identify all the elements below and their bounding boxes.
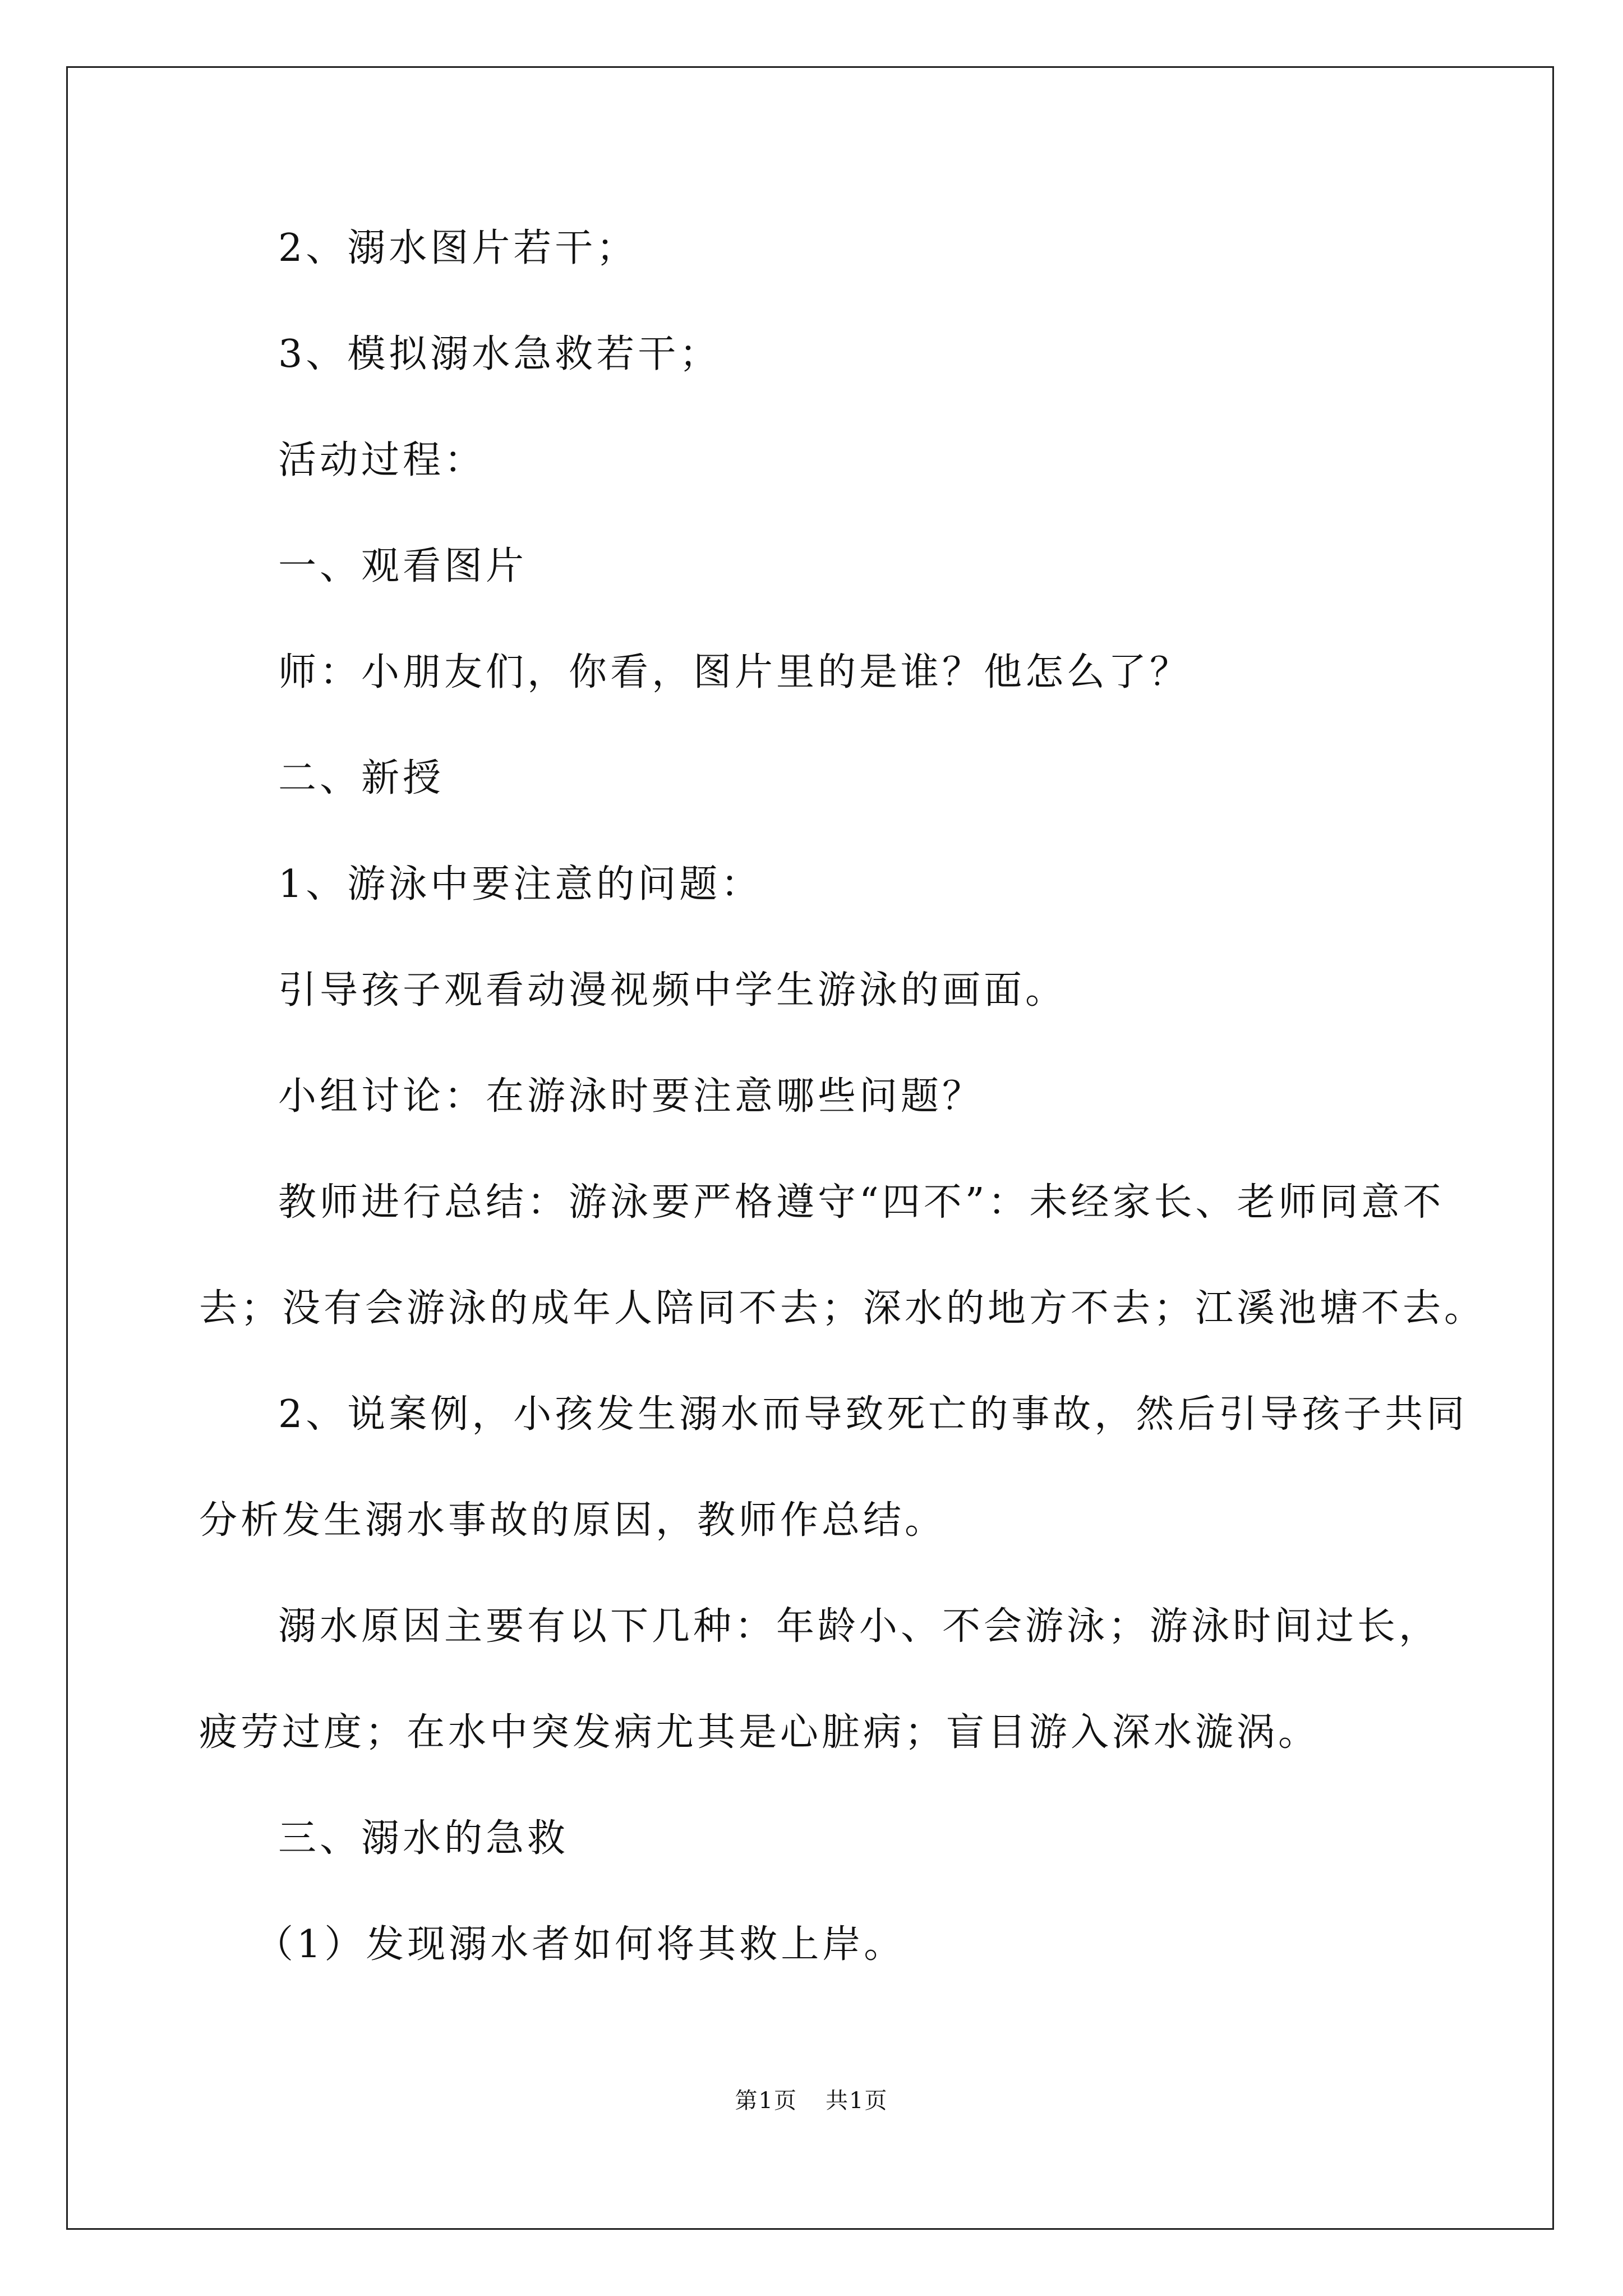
text-line: 师：小朋友们，你看，图片里的是谁？他怎么了？ [278,650,1192,694]
text-line: 2、说案例，小孩发生溺水而导致死亡的事故，然后引导孩子共同 [278,1392,1468,1437]
text-line: 2、溺水图片若干； [278,226,638,270]
text-line: 去；没有会游泳的成年人陪同不去；深水的地方不去；江溪池塘不去。 [199,1286,1486,1331]
section-heading: 二、新授 [278,756,445,800]
page-footer [0,2090,1623,2112]
section-heading: 三、溺水的急救 [278,1816,569,1861]
text-line: 教师进行总结：游泳要严格遵守“四不”：未经家长、老师同意不 [278,1180,1445,1225]
text-line: 溺水原因主要有以下几种：年龄小、不会游泳；游泳时间过长， [278,1604,1441,1649]
page-total: 共1页 [826,2088,888,2114]
text-line: 引导孩子观看动漫视频中学生游泳的画面。 [278,968,1067,1013]
page-frame [66,66,1554,2230]
text-line: 活动过程： [278,438,486,482]
text-line: 疲劳过度；在水中突发病尤其是心脏病；盲目游入深水漩涡。 [199,1710,1320,1755]
text-line: （1）发现溺水者如何将其救上岸。 [255,1922,906,1967]
section-heading: 一、观看图片 [278,544,528,588]
text-line: 1、游泳中要注意的问题： [278,862,763,907]
text-line: 小组讨论：在游泳时要注意哪些问题？ [278,1074,984,1119]
text-line: 3、模拟溺水急救若干； [278,332,721,376]
page-number: 第1页 [735,2088,797,2114]
text-line: 分析发生溺水事故的原因，教师作总结。 [199,1498,947,1543]
